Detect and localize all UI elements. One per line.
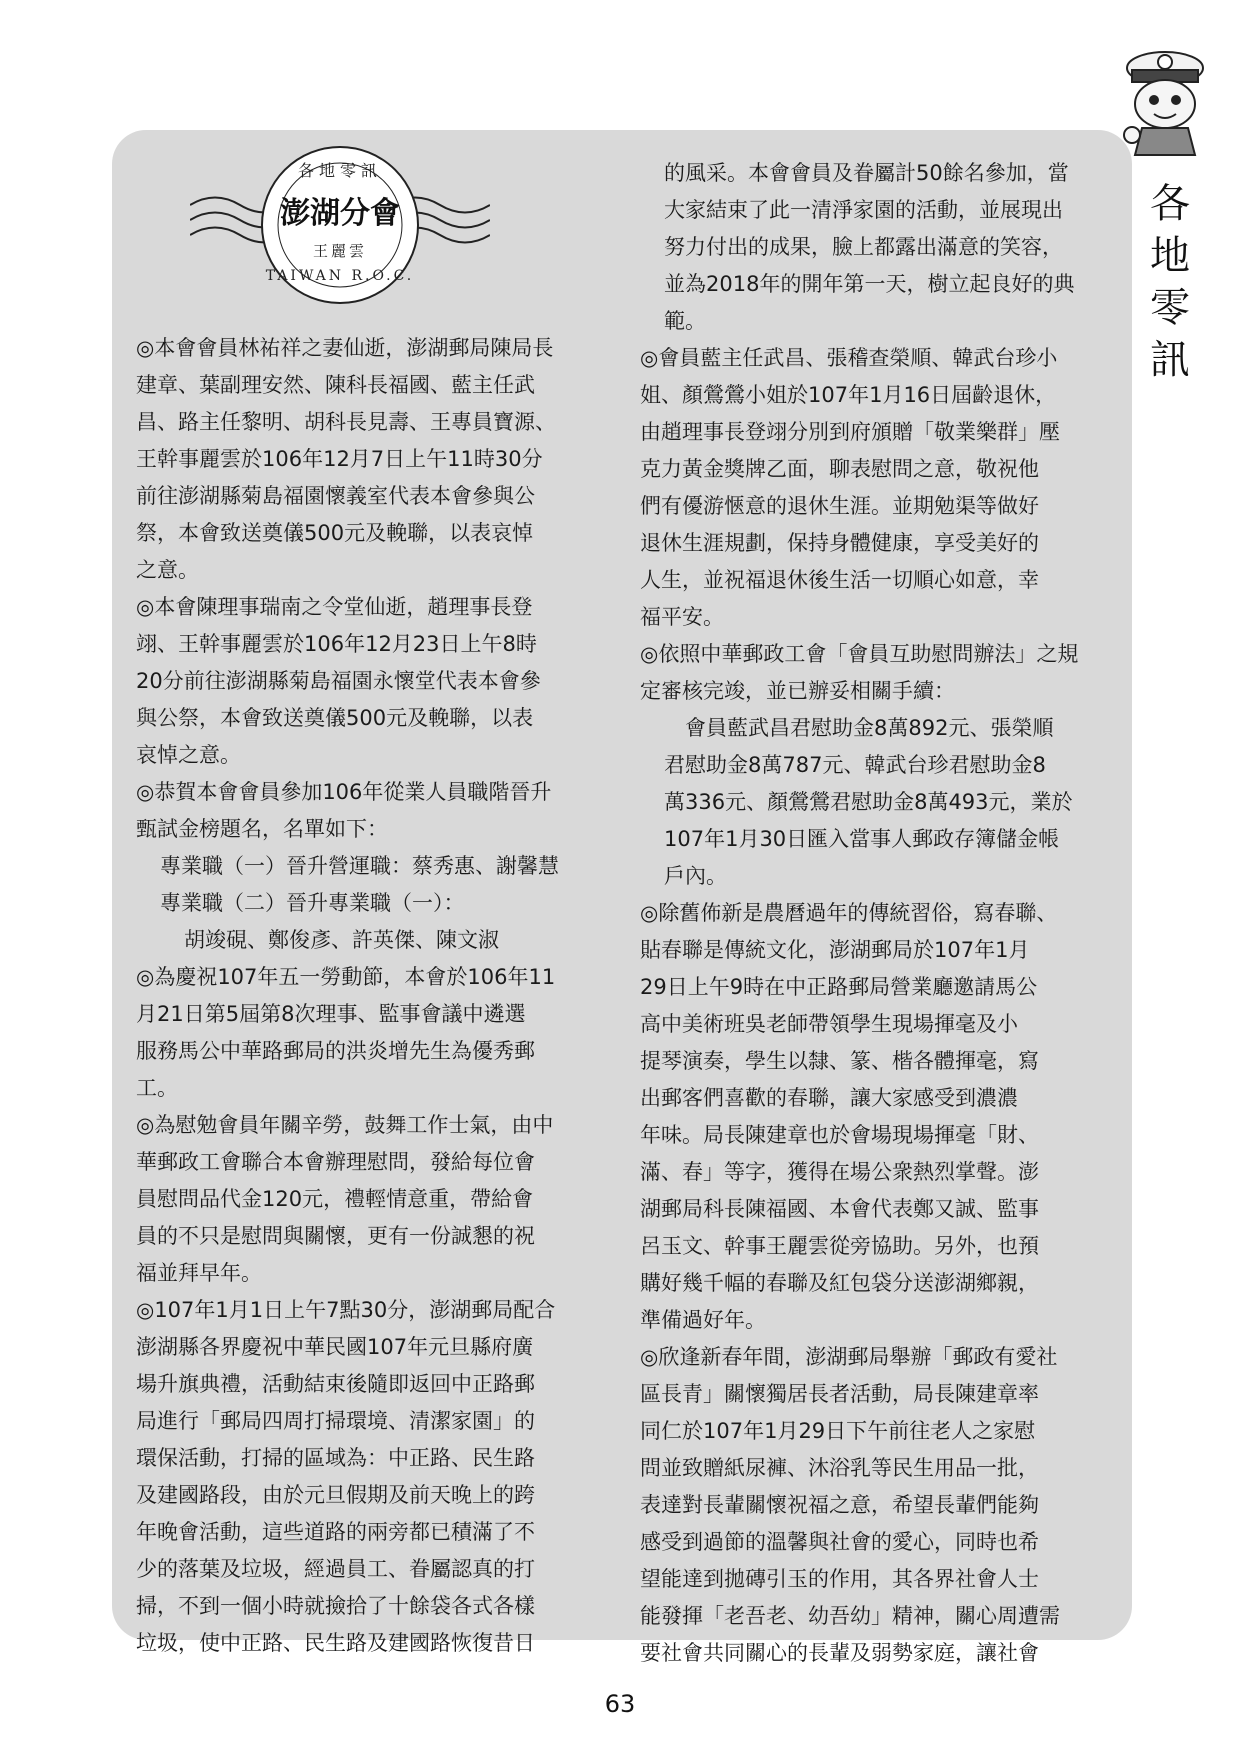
text-line: 購好幾千幅的春聯及紅包袋分送澎湖鄉親，	[640, 1271, 1039, 1295]
text-line: 專業職（一）晉升營運職：蔡秀惠、謝馨慧	[160, 854, 559, 878]
text-line: ◎本會會員林祐祥之妻仙逝，澎湖郵局陳局長	[136, 336, 554, 360]
text-line: 29日上午9時在中正路郵局營業廳邀請馬公	[640, 975, 1038, 999]
text-line: 努力付出的成果，臉上都露出滿意的笑容，	[664, 235, 1063, 259]
text-line: 局進行「郵局四周打掃環境、清潔家園」的	[136, 1409, 535, 1433]
text-line: 戶內。	[664, 864, 727, 888]
text-line: ◎會員藍主任武昌、張稽查榮順、韓武台珍小	[640, 346, 1058, 370]
text-line: 區長青」關懷獨居長者活動，局長陳建章率	[640, 1382, 1039, 1406]
stamp-bottom-text: TAIWAN R.O.C.	[265, 268, 415, 284]
text-line: 們有優游愜意的退休生涯。並期勉渠等做好	[640, 494, 1039, 518]
text-line: 同仁於107年1月29日下午前往老人之家慰	[640, 1419, 1036, 1443]
text-line: 20分前往澎湖縣菊島福園永懷堂代表本會參	[136, 669, 541, 693]
section-title-vertical: 各 地 零 訊	[1150, 181, 1190, 383]
text-line: 甄試金榜題名，名單如下：	[136, 817, 388, 841]
news-item	[136, 1107, 606, 1292]
text-line: 定審核完竣，並已辦妥相關手續：	[640, 679, 955, 703]
text-line: 高中美術班吳老師帶領學生現場揮毫及小	[640, 1012, 1018, 1036]
text-line: 出郵客們喜歡的春聯，讓大家感受到濃濃	[640, 1086, 1018, 1110]
text-line: 呂玉文、幹事王麗雲從旁協助。另外，也預	[640, 1234, 1039, 1258]
text-line: 員的不只是慰問與關懷，更有一份誠懇的祝	[136, 1224, 535, 1248]
text-line: ◎除舊佈新是農曆過年的傳統習俗，寫春聯、	[640, 901, 1058, 925]
text-line: 滿、春」等字，獲得在場公衆熱烈掌聲。澎	[640, 1160, 1039, 1184]
text-line: 表達對長輩關懷祝福之意，希望長輩們能夠	[640, 1493, 1039, 1517]
news-item	[136, 959, 606, 1107]
text-line: 湖郵局科長陳福國、本會代表鄭又誠、監事	[640, 1197, 1039, 1221]
text-line: 少的落葉及垃圾，經過員工、眷屬認真的打	[136, 1557, 535, 1581]
text-line: 感受到過節的溫馨與社會的愛心，同時也希	[640, 1530, 1039, 1554]
text-line: 翊、王幹事麗雲於106年12月23日上午8時	[136, 632, 537, 656]
text-line: 福平安。	[640, 605, 724, 629]
text-line: 澎湖縣各界慶祝中華民國107年元旦縣府廣	[136, 1335, 534, 1359]
left-column	[136, 330, 606, 1662]
text-line: 年晚會活動，這些道路的兩旁都已積滿了不	[136, 1520, 535, 1544]
right-column	[640, 155, 1110, 1672]
news-item	[640, 895, 1110, 1339]
text-line: 準備過好年。	[640, 1308, 766, 1332]
stamp-top-text: 各地零訊	[297, 161, 382, 180]
news-item	[136, 1292, 606, 1662]
text-line: 年味。局長陳建章也於會場現場揮毫「財、	[640, 1123, 1039, 1147]
text-line: 環保活動，打掃的區域為：中正路、民生路	[136, 1446, 535, 1470]
text-line: 會員藍武昌君慰助金8萬892元、張榮順	[664, 716, 1054, 740]
text-line: 並為2018年的開年第一天，樹立起良好的典	[664, 272, 1075, 296]
text-line: 掃，不到一個小時就撿拾了十餘袋各式各樣	[136, 1594, 535, 1618]
text-line: ◎107年1月1日上午7點30分，澎湖郵局配合	[136, 1298, 556, 1322]
text-line: 員慰問品代金120元，禮輕情意重，帶給會	[136, 1187, 534, 1211]
text-line: 的風采。本會會員及眷屬計50餘名參加，當	[664, 161, 1069, 185]
text-line: 問並致贈紙尿褲、沐浴乳等民生用品一批，	[640, 1456, 1039, 1480]
text-line: 服務馬公中華路郵局的洪炎增先生為優秀郵	[136, 1039, 535, 1063]
text-line: 萬336元、顏鶯鶯君慰助金8萬493元，業於	[664, 790, 1073, 814]
text-line: 前往澎湖縣菊島福園懷義室代表本會參與公	[136, 484, 535, 508]
postmark-stamp	[190, 140, 490, 310]
text-line: 之意。	[136, 558, 199, 582]
text-line: ◎依照中華郵政工會「會員互助慰問辦法」之規	[640, 642, 1079, 666]
stamp-author: 王麗雲	[312, 242, 367, 260]
text-line: 專業職（二）晉升專業職（一）：	[160, 891, 465, 915]
text-line: 望能達到拋磚引玉的作用，其各界社會人士	[640, 1567, 1039, 1591]
text-line: 福並拜早年。	[136, 1261, 262, 1285]
paragraph	[136, 848, 606, 922]
text-line: 昌、路主任黎明、胡科長見壽、王專員寶源、	[136, 410, 556, 434]
news-item	[640, 1339, 1110, 1672]
news-item	[640, 340, 1110, 636]
news-item	[136, 589, 606, 774]
text-line: 工。	[136, 1076, 178, 1100]
text-line: 建章、葉副理安然、陳科長福國、藍主任武	[136, 373, 535, 397]
text-line: 與公祭，本會致送奠儀500元及輓聯，以表	[136, 706, 534, 730]
text-line: ◎為慶祝107年五一勞動節，本會於106年11	[136, 965, 556, 989]
text-line: 要社會共同關心的長輩及弱勢家庭，讓社會	[640, 1641, 1039, 1665]
news-item	[136, 330, 606, 589]
text-line: 107年1月30日匯入當事人郵政存簿儲金帳	[664, 827, 1060, 851]
text-line: 月21日第5屆第8次理事、監事會議中遴選	[136, 1002, 526, 1026]
text-line: 王幹事麗雲於106年12月7日上午11時30分	[136, 447, 543, 471]
text-line: 範。	[664, 309, 706, 333]
text-line: ◎為慰勉會員年關辛勞，鼓舞工作士氣，由中	[136, 1113, 554, 1137]
text-line: 姐、顏鶯鶯小姐於107年1月16日屆齡退休，	[640, 383, 1057, 407]
text-line: 人生，並祝福退休後生活一切順心如意，幸	[640, 568, 1039, 592]
news-item	[640, 636, 1110, 710]
text-line: 祭，本會致送奠儀500元及輓聯，以表哀悼	[136, 521, 534, 545]
paragraph	[136, 922, 606, 959]
text-line: 克力黃金獎牌乙面，聊表慰問之意，敬祝他	[640, 457, 1039, 481]
text-line: 垃圾，使中正路、民生路及建國路恢復昔日	[136, 1631, 535, 1655]
paragraph	[640, 155, 1110, 340]
stamp-title: 澎湖分會	[280, 196, 400, 231]
text-line: 貼春聯是傳統文化，澎湖郵局於107年1月	[640, 938, 1030, 962]
text-line: 退休生涯規劃，保持身體健康，享受美好的	[640, 531, 1039, 555]
text-line: 場升旗典禮，活動結束後隨即返回中正路郵	[136, 1372, 535, 1396]
paragraph	[640, 710, 1110, 895]
text-line: 提琴演奏，學生以隸、篆、楷各體揮毫，寫	[640, 1049, 1039, 1073]
text-line: 胡竣硯、鄭俊彥、許英傑、陳文淑	[184, 928, 499, 952]
text-line: 君慰助金8萬787元、韓武台珍君慰助金8	[664, 753, 1046, 777]
text-line: ◎欣逢新春年間，澎湖郵局舉辦「郵政有愛社	[640, 1345, 1058, 1369]
text-line: 大家結束了此一清淨家園的活動，並展現出	[664, 198, 1063, 222]
text-line: 哀悼之意。	[136, 743, 241, 767]
news-item	[136, 774, 606, 848]
text-line: ◎本會陳理事瑞南之令堂仙逝，趙理事長登	[136, 595, 533, 619]
text-line: 由趙理事長登翊分別到府頒贈「敬業樂群」壓	[640, 420, 1060, 444]
text-line: 及建國路段，由於元旦假期及前天晚上的跨	[136, 1483, 535, 1507]
text-line: ◎恭賀本會會員參加106年從業人員職階晉升	[136, 780, 552, 804]
text-line: 華郵政工會聯合本會辦理慰問，發給每位會	[136, 1150, 535, 1174]
text-line: 能發揮「老吾老、幼吾幼」精神，關心周遭需	[640, 1604, 1060, 1628]
page-number: 63	[604, 1690, 636, 1718]
mascot-illustration	[1110, 40, 1220, 160]
